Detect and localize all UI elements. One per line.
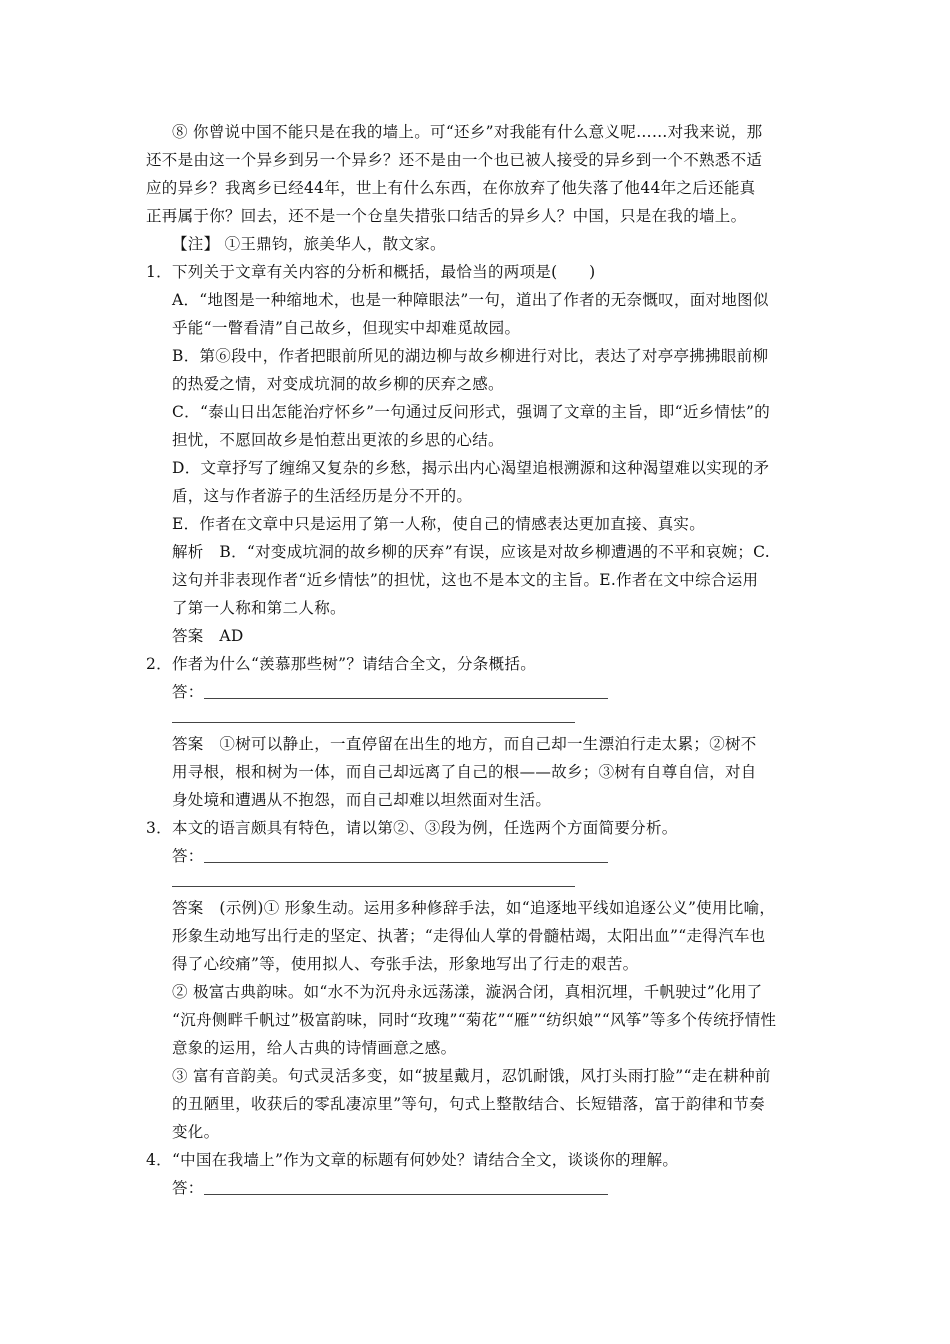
answer-line: 答案 (示例)① 形象生动。运用多种修辞手法，如“追逐地平线如追逐公义”使用比喻，: [172, 899, 776, 917]
answer-blank-line[interactable]: [204, 1194, 608, 1195]
answer-label: 答：: [172, 1179, 204, 1197]
option-d: D．文章抒写了缠绵又复杂的乡愁，揭示出内心渴望追根溯源和这种渴望难以实现的矛: [172, 459, 770, 477]
answer-line: 得了心绞痛”等，使用拟人、夸张手法，形象地写出了行走的艰苦。: [172, 955, 639, 973]
passage-line: ⑧ 你曾说中国不能只是在我的墙上。可“还乡”对我能有什么意义呢……对我来说，那: [172, 123, 763, 141]
answer-line: 的丑陋里，收获后的零乱凄凉里”等句，句式上整散结合、长短错落，富于韵律和节奏: [172, 1095, 765, 1113]
analysis-line: 解析 B．“对变成坑洞的故乡柳的厌弃”有误，应该是对故乡柳遭遇的不平和哀婉；C.: [172, 543, 770, 561]
author-note: 【注】 ①王鼎钧，旅美华人，散文家。: [172, 235, 446, 253]
passage-line: 应的异乡？我离乡已经44年，世上有什么东西，在你放弃了他失落了他44年之后还能真: [146, 179, 756, 197]
answer-line: ③ 富有音韵美。句式灵活多变，如“披星戴月，忍饥耐饿，风打头雨打脸”“走在耕种前: [172, 1067, 771, 1085]
question-1-stem: 1．下列关于文章有关内容的分析和概括，最恰当的两项是( ): [146, 263, 596, 281]
analysis-line: 这句并非表现作者“近乡情怯”的担忧，这也不是本文的主旨。E.作者在文中综合运用: [172, 571, 759, 589]
option-a: A．“地图是一种缩地术，也是一种障眼法”一句，道出了作者的无奈慨叹，面对地图似: [172, 291, 769, 309]
answer-line: 形象生动地写出行走的坚定、执著；“走得仙人掌的骨髓枯竭，太阳出血”“走得汽车也: [172, 927, 766, 945]
answer-line: 身处境和遭遇从不抱怨，而自己却难以坦然面对生活。: [172, 791, 552, 809]
question-2-stem: 2．作者为什么“羡慕那些树”？请结合全文，分条概括。: [146, 655, 537, 673]
answer-blank-line[interactable]: [204, 698, 608, 699]
answer-line: 答案 ①树可以静止，一直停留在出生的地方，而自己却一生漂泊行走太累；②树不: [172, 735, 757, 753]
answer-line: 变化。: [172, 1123, 220, 1141]
answer-line: ② 极富古典韵味。如“水不为沉舟永远荡漾，漩涡合闭，真相沉埋，千帆驶过”化用了: [172, 983, 763, 1001]
question-4-stem: 4．“中国在我墙上”作为文章的标题有何妙处？请结合全文，谈谈你的理解。: [146, 1151, 679, 1169]
answer-blank-line[interactable]: [172, 722, 575, 723]
answer-label: 答：: [172, 847, 204, 865]
option-c: 担忧，不愿回故乡是怕惹出更浓的乡思的心结。: [172, 431, 504, 449]
passage-line: 还不是由这一个异乡到另一个异乡？还不是由一个也已被人接受的异乡到一个不熟悉不适: [146, 151, 763, 169]
option-b: 的热爱之情，对变成坑洞的故乡柳的厌弃之感。: [172, 375, 504, 393]
analysis-line: 了第一人称和第二人称。: [172, 599, 346, 617]
answer-line: 用寻根，根和树为一体，而自己却远离了自己的根——故乡；③树有自尊自信，对自: [172, 763, 757, 781]
option-d: 盾，这与作者游子的生活经历是分不开的。: [172, 487, 473, 505]
answer-line: 答案 AD: [172, 627, 244, 645]
question-3-stem: 3．本文的语言颇具有特色，请以第②、③段为例，任选两个方面简要分析。: [146, 819, 678, 837]
passage-line: 正再属于你？回去，还不是一个仓皇失措张口结舌的异乡人？中国，只是在我的墙上。: [146, 207, 747, 225]
option-b: B．第⑥段中，作者把眼前所见的湖边柳与故乡柳进行对比，表达了对亭亭拂拂眼前柳: [172, 347, 769, 365]
answer-label: 答：: [172, 683, 204, 701]
answer-blank-line[interactable]: [172, 886, 575, 887]
answer-line: 意象的运用，给人古典的诗情画意之感。: [172, 1039, 457, 1057]
option-c: C．“泰山日出怎能治疗怀乡”一句通过反问形式，强调了文章的主旨，即“近乡情怯”的: [172, 403, 771, 421]
answer-blank-line[interactable]: [204, 862, 608, 863]
answer-line: “沉舟侧畔千帆过”极富韵味，同时“玫瑰”“菊花”“雁”“纺织娘”“风筝”等多个传统抒情性: [172, 1011, 777, 1029]
option-e: E．作者在文章中只是运用了第一人称，使自己的情感表达更加直接、真实。: [172, 515, 706, 533]
option-a: 乎能“一瞥看清”自己故乡，但现实中却难觅故园。: [172, 319, 521, 337]
